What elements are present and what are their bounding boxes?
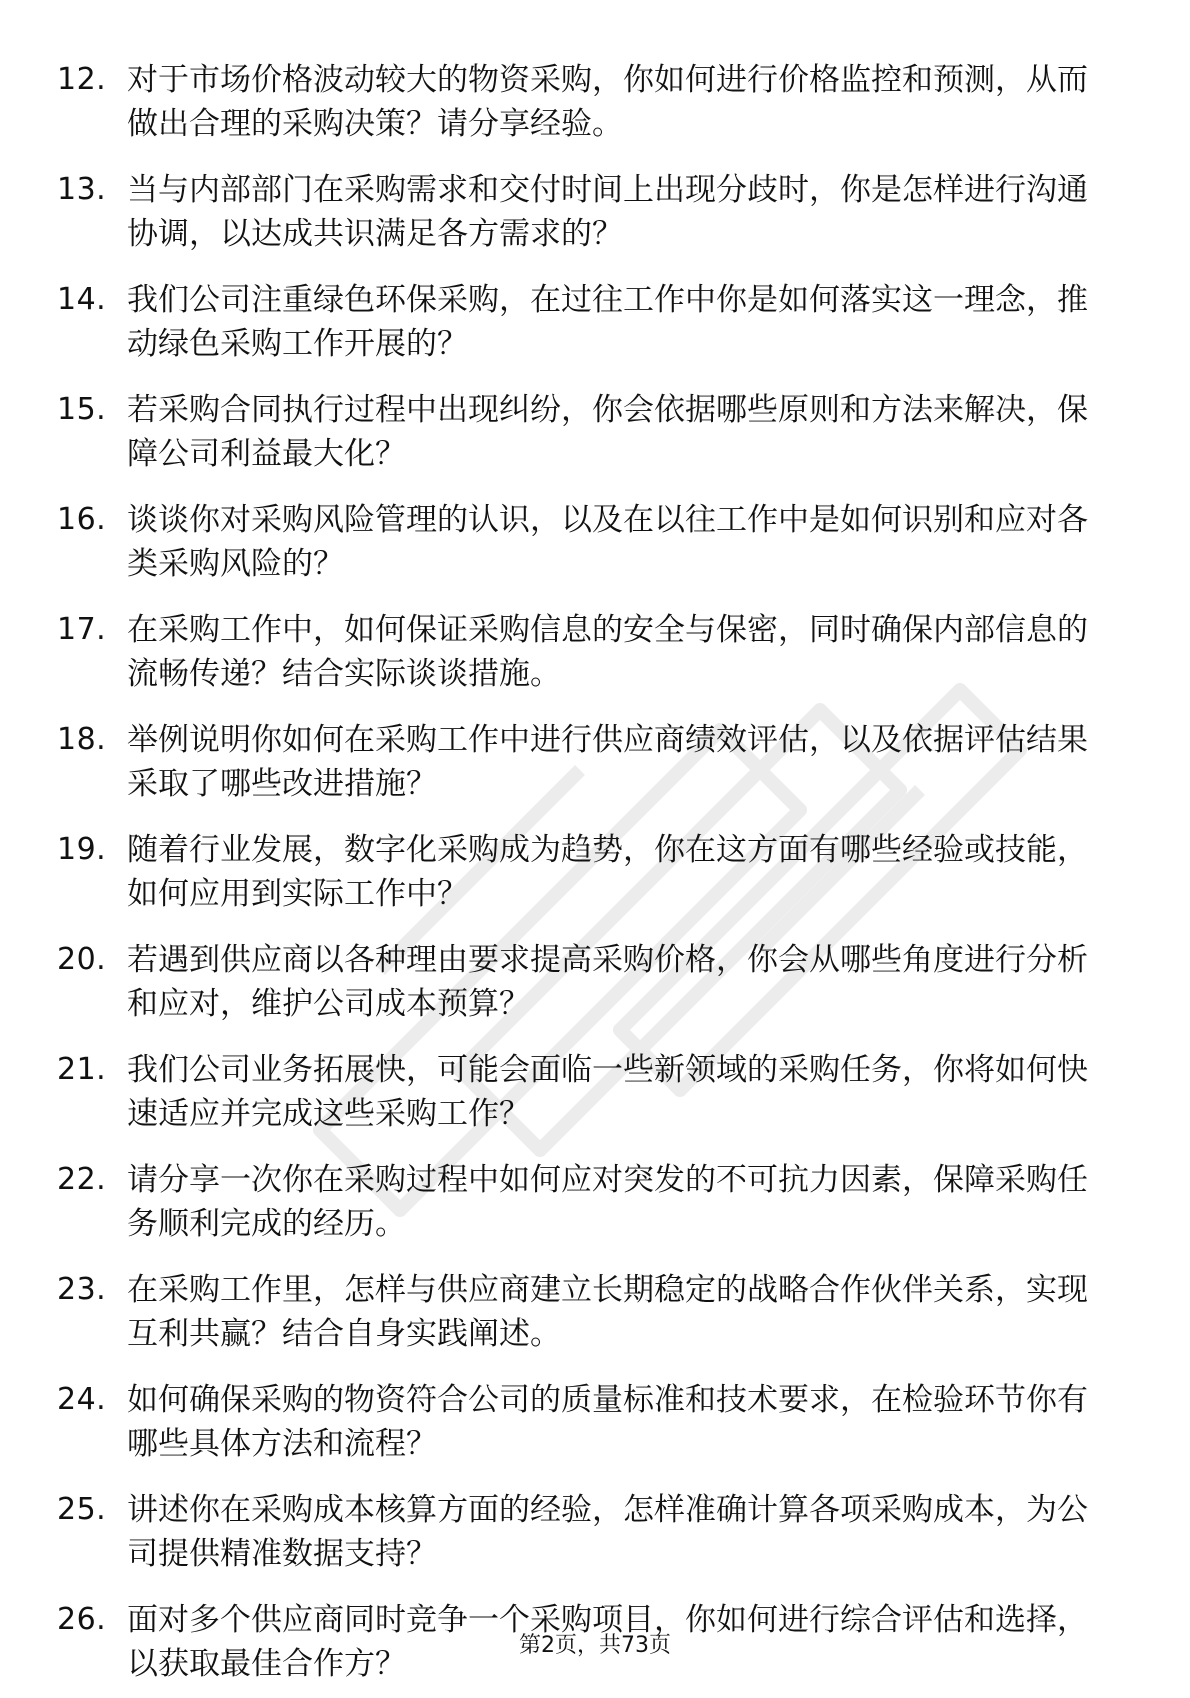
question-number: 15. xyxy=(57,392,107,427)
question-item xyxy=(0,48,1190,158)
question-number: 19. xyxy=(57,832,107,867)
question-number: 25. xyxy=(57,1492,107,1527)
question-text: 面对多个供应商同时竞争一个采购项目，你如何进行综合评估和选择，以获取最佳合作方？ xyxy=(127,1602,1088,1682)
question-text: 我们公司注重绿色环保采购，在过往工作中你是如何落实这一理念，推动绿色采购工作开展的？ xyxy=(127,282,1088,362)
question-item xyxy=(0,1258,1190,1368)
question-text: 谈谈你对采购风险管理的认识，以及在以往工作中是如何识别和应对各类采购风险的？ xyxy=(127,502,1088,582)
question-number: 13. xyxy=(57,172,107,207)
page-footer xyxy=(0,1632,1190,1660)
question-item xyxy=(0,928,1190,1038)
page-number-label: 第2页，共73页 xyxy=(519,1633,671,1658)
question-text: 若采购合同执行过程中出现纠纷，你会依据哪些原则和方法来解决，保障公司利益最大化？ xyxy=(127,392,1088,472)
question-item xyxy=(0,158,1190,268)
question-item xyxy=(0,598,1190,708)
question-number: 22. xyxy=(57,1162,107,1197)
question-item xyxy=(0,378,1190,488)
question-number: 12. xyxy=(57,62,107,97)
question-number: 26. xyxy=(57,1602,107,1637)
question-number: 21. xyxy=(57,1052,107,1087)
question-number: 24. xyxy=(57,1382,107,1417)
question-item xyxy=(0,1478,1190,1588)
question-number: 18. xyxy=(57,722,107,757)
question-text: 如何确保采购的物资符合公司的质量标准和技术要求，在检验环节你有哪些具体方法和流程？ xyxy=(127,1382,1088,1462)
question-text: 请分享一次你在采购过程中如何应对突发的不可抗力因素，保障采购任务顺利完成的经历。 xyxy=(127,1162,1088,1242)
question-text: 若遇到供应商以各种理由要求提高采购价格，你会从哪些角度进行分析和应对，维护公司成本预算？ xyxy=(127,942,1088,1022)
question-text: 举例说明你如何在采购工作中进行供应商绩效评估，以及依据评估结果采取了哪些改进措施？ xyxy=(127,722,1088,802)
question-text: 随着行业发展，数字化采购成为趋势，你在这方面有哪些经验或技能，如何应用到实际工作中？ xyxy=(127,832,1088,912)
question-text: 当与内部部门在采购需求和交付时间上出现分歧时，你是怎样进行沟通协调，以达成共识满足各方需求的？ xyxy=(127,172,1088,252)
question-number: 16. xyxy=(57,502,107,537)
question-number: 17. xyxy=(57,612,107,647)
question-list xyxy=(0,48,1190,1698)
question-item xyxy=(0,1148,1190,1258)
question-item xyxy=(0,1368,1190,1478)
question-number: 20. xyxy=(57,942,107,977)
question-item xyxy=(0,818,1190,928)
question-number: 14. xyxy=(57,282,107,317)
question-item xyxy=(0,1038,1190,1148)
question-text: 对于市场价格波动较大的物资采购，你如何进行价格监控和预测，从而做出合理的采购决策？请分享经验。 xyxy=(127,62,1088,142)
question-text: 讲述你在采购成本核算方面的经验，怎样准确计算各项采购成本，为公司提供精准数据支持？ xyxy=(127,1492,1088,1572)
question-item xyxy=(0,708,1190,818)
question-number: 23. xyxy=(57,1272,107,1307)
question-text: 在采购工作里，怎样与供应商建立长期稳定的战略合作伙伴关系，实现互利共赢？结合自身实践阐述。 xyxy=(127,1272,1088,1352)
question-item xyxy=(0,268,1190,378)
question-item xyxy=(0,488,1190,598)
question-text: 我们公司业务拓展快，可能会面临一些新领域的采购任务，你将如何快速适应并完成这些采购工作？ xyxy=(127,1052,1088,1132)
question-text: 在采购工作中，如何保证采购信息的安全与保密，同时确保内部信息的流畅传递？结合实际谈谈措施。 xyxy=(127,612,1088,692)
